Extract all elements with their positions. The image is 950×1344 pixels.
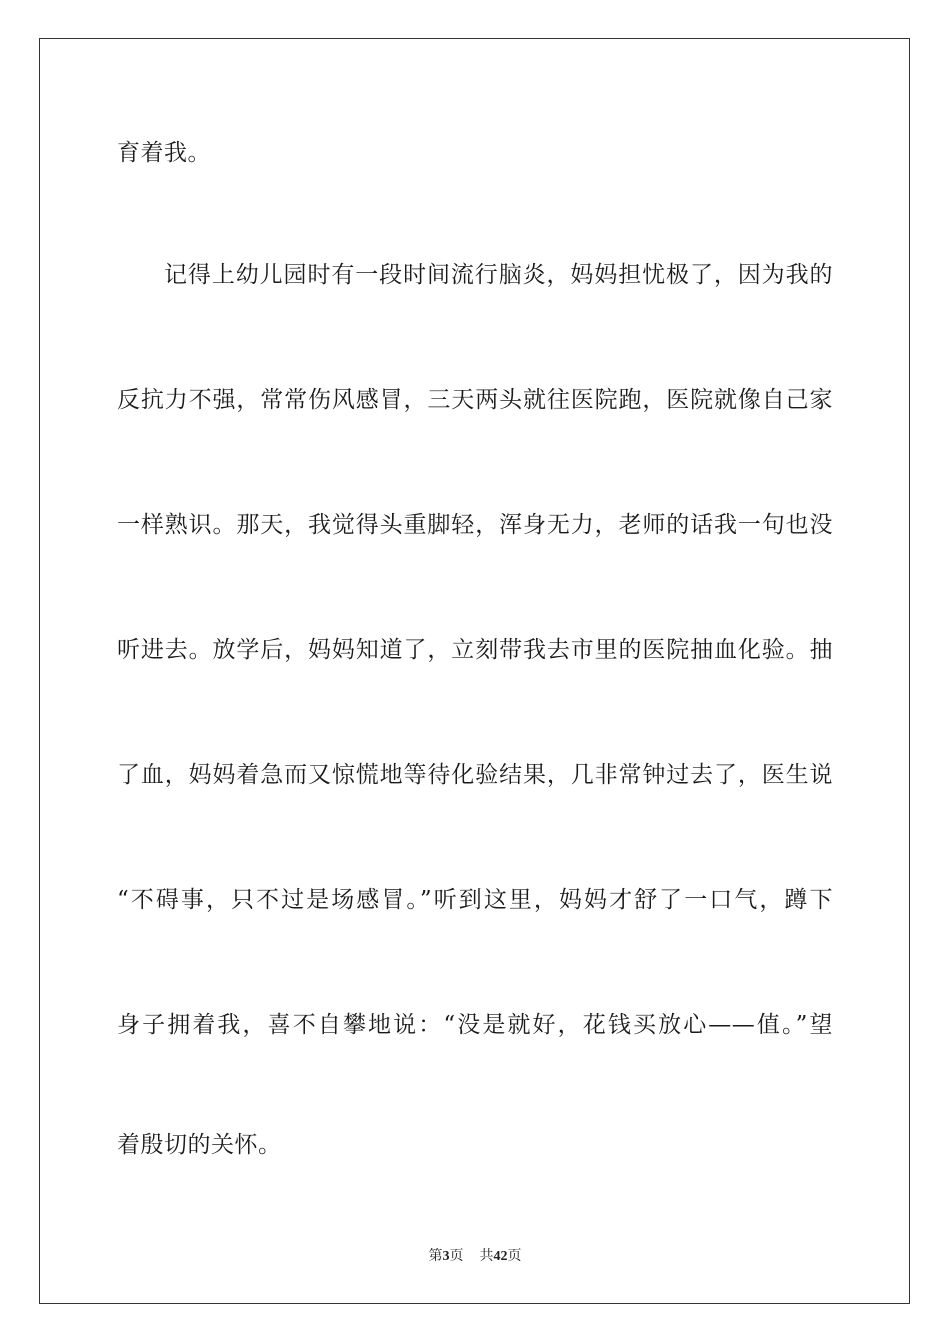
text-line-1: 育着我。 bbox=[117, 140, 211, 166]
footer-total-suffix: 页 bbox=[507, 1249, 522, 1264]
text-line-8: 身子拥着我，喜不自攀地说：“没是就好，花钱买放心——值。”望 bbox=[117, 1012, 833, 1038]
footer-page-suffix: 页 bbox=[449, 1249, 464, 1264]
footer-page-number: 3 bbox=[442, 1249, 450, 1264]
page-footer bbox=[0, 1248, 950, 1266]
text-line-5: 听进去。放学后，妈妈知道了，立刻带我去市里的医院抽血化验。抽 bbox=[117, 637, 833, 663]
footer-total-pages: 42 bbox=[493, 1249, 508, 1264]
footer-page-prefix: 第 bbox=[428, 1249, 443, 1264]
page-border bbox=[39, 38, 910, 1304]
footer-total-prefix: 共 bbox=[479, 1249, 494, 1264]
text-line-4: 一样熟识。那天，我觉得头重脚轻，浑身无力，老师的话我一句也没 bbox=[117, 512, 833, 538]
text-line-9: 着殷切的关怀。 bbox=[117, 1132, 282, 1158]
text-line-3: 反抗力不强，常常伤风感冒，三天两头就往医院跑，医院就像自己家 bbox=[117, 387, 833, 413]
text-line-2: 记得上幼儿园时有一段时间流行脑炎，妈妈担忧极了，因为我的 bbox=[164, 262, 833, 288]
text-line-6: 了血，妈妈着急而又惊慌地等待化验结果，几非常钟过去了，医生说 bbox=[117, 762, 833, 788]
text-line-7: “不碍事，只不过是场感冒。”听到这里，妈妈才舒了一口气，蹲下 bbox=[117, 887, 833, 913]
